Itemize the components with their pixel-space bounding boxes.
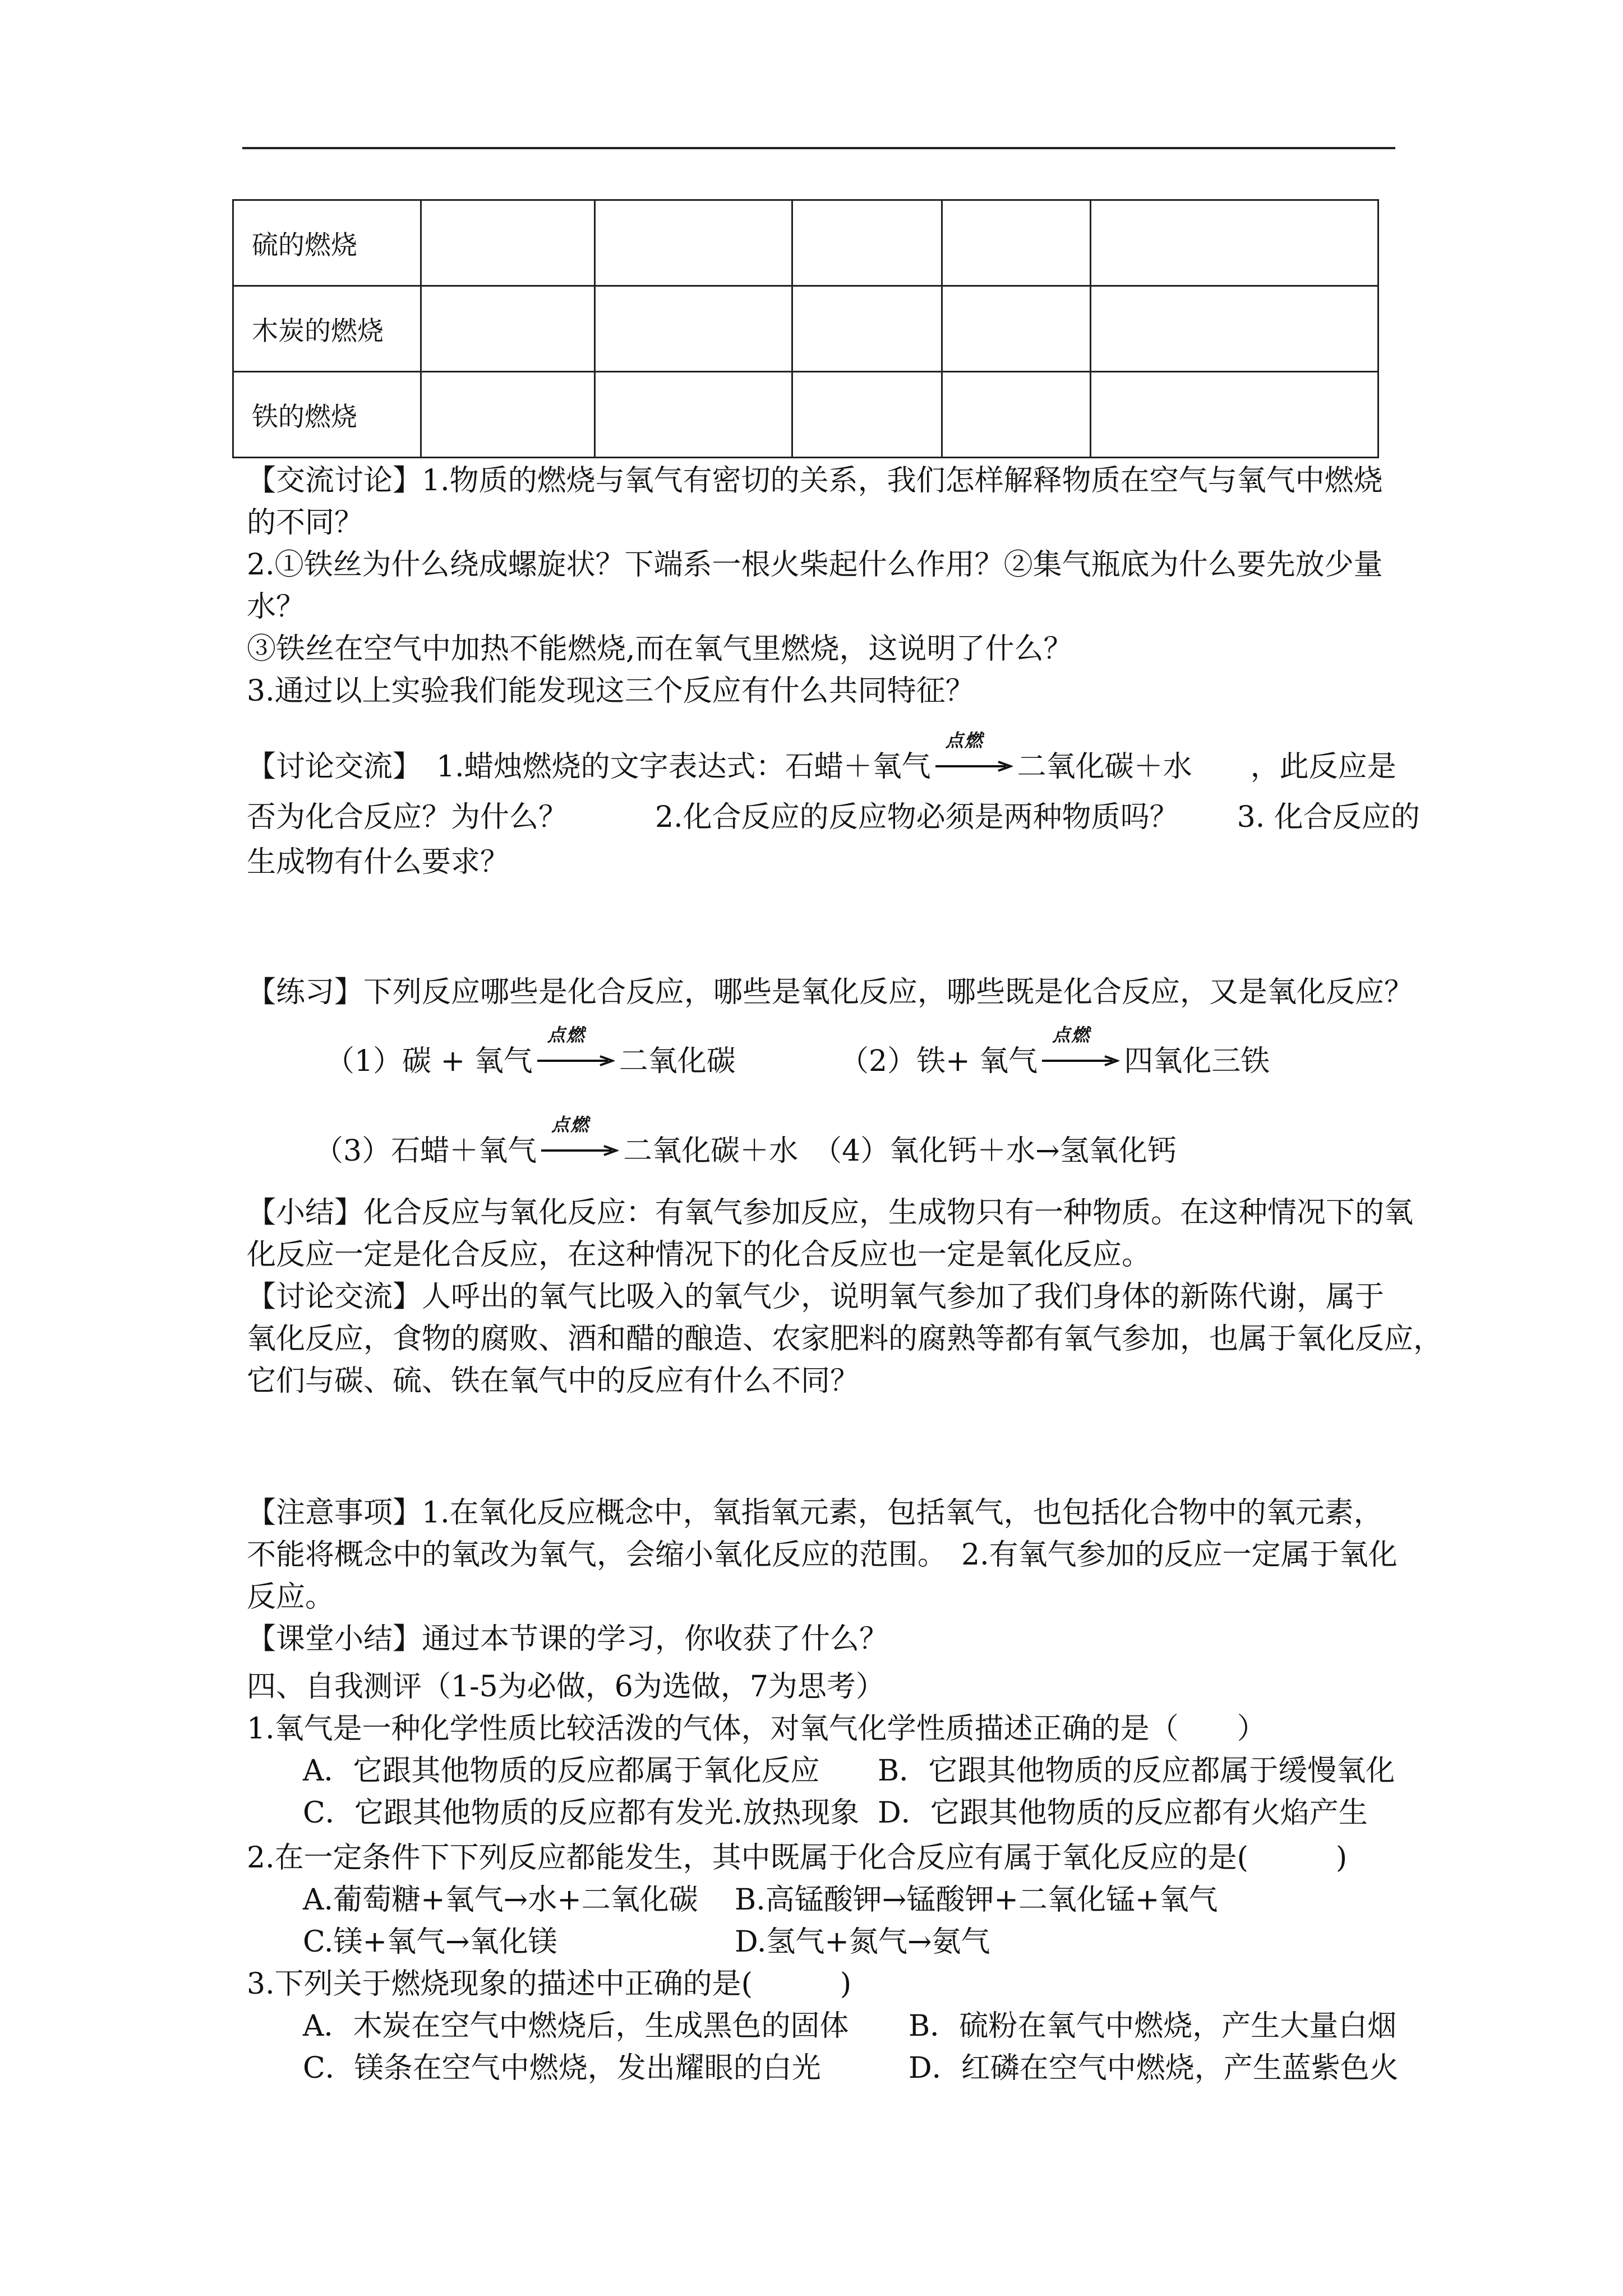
reaction-2-right: 四氧化三铁 xyxy=(1124,1045,1270,1078)
exercise-reaction-1 xyxy=(325,1024,736,1079)
table-cell xyxy=(792,200,942,286)
table-row-label: 铁的燃烧 xyxy=(233,372,421,458)
question-3-option-c: C．镁条在空气中燃烧，发出耀眼的白光 xyxy=(303,2051,821,2085)
discuss1-line4: 水？ xyxy=(247,590,306,624)
ignite-label: 点燃 xyxy=(945,730,984,751)
ignite-arrow xyxy=(537,1024,615,1074)
question-2-option-d: D.氢气+氮气→氨气 xyxy=(735,1925,990,1959)
exercise-reaction-3-4 xyxy=(314,1114,1177,1168)
notes-line2: 不能将概念中的氧改为氧气，会缩小氧化反应的范围。 2.有氧气参加的反应一定属于氧化 xyxy=(247,1538,1398,1572)
summary-line1: 【小结】化合反应与氧化反应：有氧气参加反应，生成物只有一种物质。在这种情况下的氧 xyxy=(247,1196,1414,1230)
discuss2-line2: 否为化合反应？为什么？ 2.化合反应的反应物必须是两种物质吗？ 3. 化合反应的 xyxy=(247,800,1420,834)
notes-line3: 反应。 xyxy=(247,1580,335,1614)
question-2-option-b: B.高锰酸钾→锰酸钾+二氧化锰+氧气 xyxy=(735,1883,1218,1917)
discuss3-line1: 【讨论交流】人呼出的氧气比吸入的氧气少，说明氧气参加了我们身体的新陈代谢，属于 xyxy=(247,1280,1385,1314)
question-1-option-d: D．它跟其他物质的反应都有火焰产生 xyxy=(878,1796,1368,1830)
question-1-option-a: A．它跟其他物质的反应都属于氧化反应 xyxy=(303,1754,820,1788)
discuss2-text-b: 二氧化碳＋水 ，此反应是 xyxy=(1017,750,1396,784)
discuss3-line3: 它们与碳、硫、铁在氧气中的反应有什么不同？ xyxy=(247,1364,860,1398)
discuss1-line6: 3.通过以上实验我们能发现这三个反应有什么共同特征？ xyxy=(247,674,975,708)
discuss2-line1 xyxy=(247,730,1396,784)
discuss1-line3: 2.①铁丝为什么绕成螺旋状？下端系一根火柴起什么作用？②集气瓶底为什么要先放少量 xyxy=(247,548,1383,582)
table-cell xyxy=(595,286,792,372)
question-1-option-b: B．它跟其他物质的反应都属于缓慢氧化 xyxy=(878,1754,1395,1788)
discuss1-line2: 的不同？ xyxy=(247,506,364,540)
ignite-arrow xyxy=(1042,1024,1119,1074)
question-2: 2.在一定条件下下列反应都能发生，其中既属于化合反应有属于氧化反应的是( ) xyxy=(247,1841,1348,1875)
ignite-label: 点燃 xyxy=(547,1024,585,1046)
discuss2-text-a: 【讨论交流】 1.蜡烛燃烧的文字表达式：石蜡＋氧气 xyxy=(247,750,931,784)
reaction-1-right: 二氧化碳 xyxy=(619,1045,736,1078)
table-cell xyxy=(942,200,1091,286)
table-row xyxy=(233,200,1378,286)
table-cell xyxy=(1091,200,1378,286)
reaction-3-4-right: 二氧化碳＋水 （4）氧化钙＋水→氢氧化钙 xyxy=(623,1134,1177,1168)
question-2-option-c: C.镁+氧气→氧化镁 xyxy=(303,1925,557,1959)
discuss1-line5: ③铁丝在空气中加热不能燃烧,而在氧气里燃烧，这说明了什么？ xyxy=(247,632,1073,666)
table-cell xyxy=(942,286,1091,372)
table-cell xyxy=(595,372,792,458)
question-2-option-a: A.葡萄糖+氧气→水+二氧化碳 xyxy=(303,1883,698,1917)
table-cell xyxy=(1091,286,1378,372)
ignite-label: 点燃 xyxy=(1052,1024,1091,1046)
class-summary: 【课堂小结】通过本节课的学习，你收获了什么？ xyxy=(247,1622,889,1656)
reaction-2-left: （2）铁+ 氧气 xyxy=(840,1045,1038,1078)
table-cell xyxy=(1091,372,1378,458)
discuss1-line1: 【交流讨论】1.物质的燃烧与氧气有密切的关系，我们怎样解释物质在空气与氧气中燃烧 xyxy=(247,464,1383,498)
notes-line1: 【注意事项】1.在氧化反应概念中，氧指氧元素，包括氧气，也包括化合物中的氧元素， xyxy=(247,1496,1383,1530)
ignite-arrow xyxy=(935,730,1013,780)
exercise-title: 【练习】下列反应哪些是化合反应，哪些是氧化反应，哪些既是化合反应，又是氧化反应？ xyxy=(247,976,1414,1009)
table-row xyxy=(233,286,1378,372)
summary-line2: 化反应一定是化合反应，在这种情况下的化合反应也一定是氧化反应。 xyxy=(247,1238,1151,1272)
ignite-label: 点燃 xyxy=(551,1114,590,1135)
table-cell xyxy=(595,200,792,286)
table-cell xyxy=(421,286,595,372)
self-test-heading: 四、自我测评（1-5为必做，6为选做，7为思考） xyxy=(247,1670,885,1704)
table-cell xyxy=(421,372,595,458)
question-3-option-d: D．红磷在空气中燃烧，产生蓝紫色火 xyxy=(909,2051,1399,2085)
table-row-label: 硫的燃烧 xyxy=(233,200,421,286)
question-1-option-c: C．它跟其他物质的反应都有发光.放热现象 xyxy=(303,1796,860,1830)
reaction-3-left: （3）石蜡＋氧气 xyxy=(314,1134,537,1168)
table-row xyxy=(233,372,1378,458)
question-3-option-b: B．硫粉在氧气中燃烧，产生大量白烟 xyxy=(909,2009,1397,2043)
exercise-reaction-2 xyxy=(840,1024,1270,1079)
table-cell xyxy=(792,286,942,372)
question-1: 1.氧气是一种化学性质比较活泼的气体，对氧气化学性质描述正确的是（ ） xyxy=(247,1712,1266,1746)
ignite-arrow xyxy=(541,1114,619,1164)
experiment-table xyxy=(232,199,1379,458)
table-cell xyxy=(942,372,1091,458)
reaction-1-left: （1）碳 + 氧气 xyxy=(325,1045,533,1078)
discuss3-line2: 氧化反应，食物的腐败、酒和醋的酿造、农家肥料的腐熟等都有氧气参加，也属于氧化反应， xyxy=(247,1322,1443,1356)
table-cell xyxy=(792,372,942,458)
table-cell xyxy=(421,200,595,286)
discuss2-line3: 生成物有什么要求？ xyxy=(247,845,510,879)
table-row-label: 木炭的燃烧 xyxy=(233,286,421,372)
question-3-option-a: A．木炭在空气中燃烧后，生成黑色的固体 xyxy=(303,2009,849,2043)
question-3: 3.下列关于燃烧现象的描述中正确的是( ) xyxy=(247,1967,852,2001)
header-rule xyxy=(242,147,1395,149)
